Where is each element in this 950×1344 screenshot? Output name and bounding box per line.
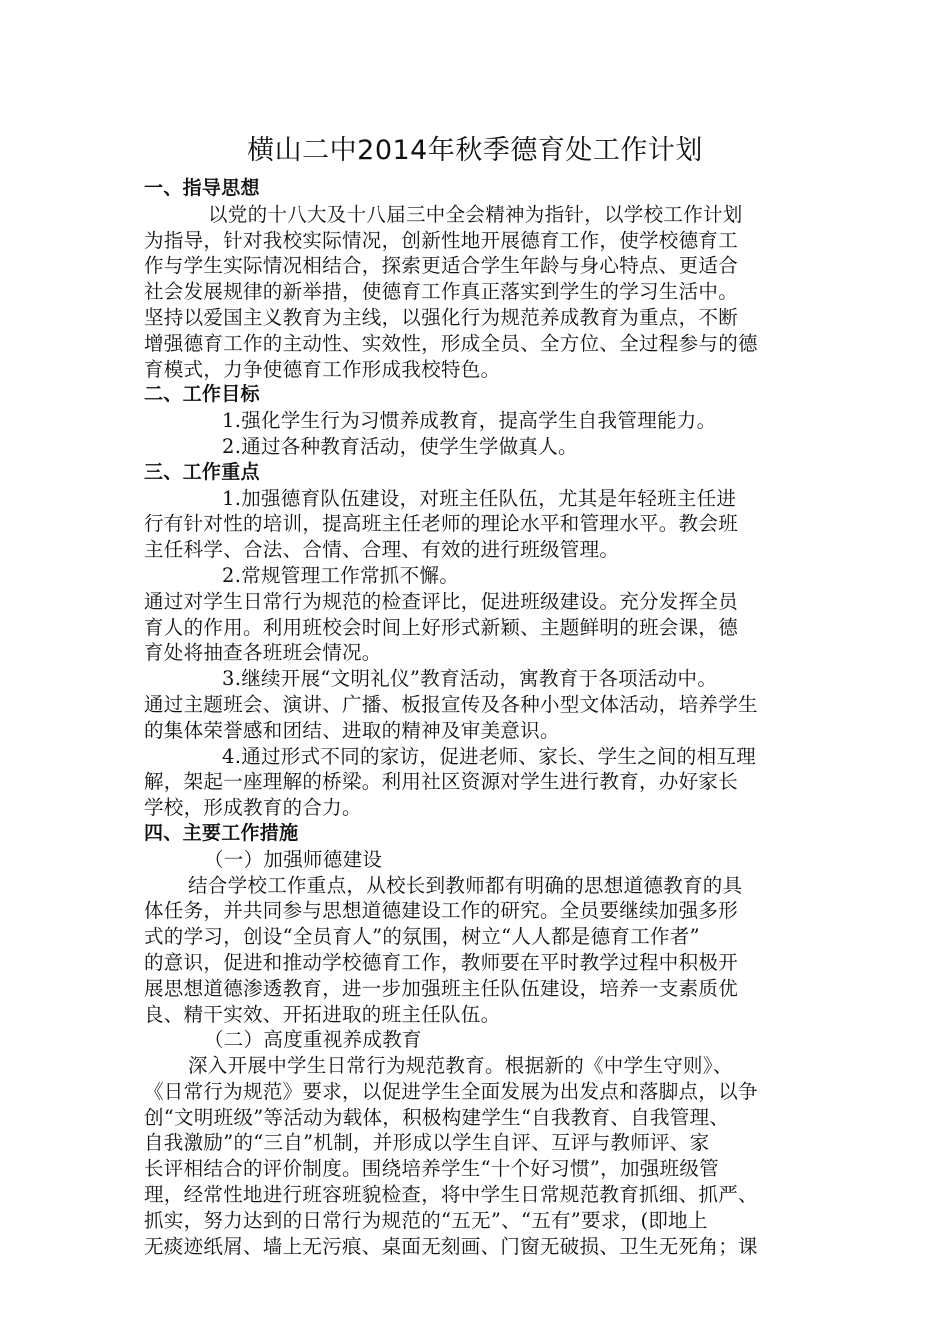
text-line: 体任务，并共同参与思想道德建设工作的研究。全员要继续加强多形 — [144, 899, 739, 923]
text-line: 通过主题班会、演讲、广播、板报宣传及各种小型文体活动，培养学生 — [144, 692, 758, 716]
text-line: 学校，形成教育的合力。 — [144, 796, 362, 820]
text-line: 展思想道德渗透教育，进一步加强班主任队伍建设，培养一支素质优 — [144, 976, 739, 1000]
text-line: （二）高度重视养成教育 — [204, 1028, 422, 1052]
text-line: 抓实，努力达到的日常行为规范的“五无”、“五有”要求，(即地上 — [144, 1208, 708, 1232]
text-line: 1.强化学生行为习惯养成教育，提高学生自我管理能力。 — [222, 409, 717, 433]
text-line: 社会发展规律的新举措，使德育工作真正落实到学生的学习生活中。 — [144, 280, 739, 304]
section-heading: 二、工作目标 — [144, 383, 260, 406]
text-line: 3.继续开展“文明礼仪”教育活动，寓教育于各项活动中。 — [222, 667, 718, 691]
text-line: 主任科学、合法、合情、合理、有效的进行班级管理。 — [144, 538, 620, 562]
text-line: 增强德育工作的主动性、实效性，形成全员、全方位、全过程参与的德 — [144, 331, 758, 355]
text-line: 长评相结合的评价制度。围绕培养学生“十个好习惯”，加强班级管 — [144, 1157, 719, 1181]
text-line: 理，经常性地进行班容班貌检查，将中学生日常规范教育抓细、抓严、 — [144, 1183, 758, 1207]
text-line: 解，架起一座理解的桥梁。利用社区资源对学生进行教育，办好家长 — [144, 770, 739, 794]
text-line: 深入开展中学生日常行为规范教育。根据新的《中学生守则》、 — [188, 1054, 733, 1078]
text-line: （一）加强师德建设 — [204, 847, 383, 871]
text-line: 以党的十八大及十八届三中全会精神为指针，以学校工作计划 — [208, 202, 743, 226]
text-line: 无痰迹纸屑、墙上无污痕、桌面无刻画、门窗无破损、卫生无死角；课 — [144, 1234, 758, 1258]
text-line: 良、精干实效、开拓进取的班主任队伍。 — [144, 1002, 501, 1026]
text-line: 1.加强德育队伍建设，对班主任队伍，尤其是年轻班主任进 — [222, 486, 737, 510]
text-line: 的集体荣誉感和团结、进取的精神及审美意识。 — [144, 718, 560, 742]
section-heading: 一、指导思想 — [144, 177, 260, 199]
document-title: 横山二中2014年秋季德育处工作计划 — [247, 135, 703, 166]
text-line: 2.通过各种教育活动，使学生学做真人。 — [222, 434, 578, 458]
text-line: 坚持以爱国主义教育为主线，以强化行为规范养成教育为重点，不断 — [144, 305, 739, 329]
section-heading: 四、主要工作措施 — [144, 821, 299, 844]
text-line: 式的学习，创设“全员育人”的氛围，树立“人人都是德育工作者” — [144, 925, 700, 949]
text-line: 2.常规管理工作常抓不懈。 — [222, 563, 460, 587]
text-line: 育处将抽查各班班会情况。 — [144, 641, 382, 665]
text-line: 作与学生实际情况相结合，探索更适合学生年龄与身心特点、更适合 — [144, 254, 739, 278]
text-line: 育模式，力争使德育工作形成我校特色。 — [144, 357, 501, 381]
text-line: 为指导，针对我校实际情况，创新性地开展德育工作，使学校德育工 — [144, 228, 739, 252]
text-line: 行有针对性的培训，提高班主任老师的理论水平和管理水平。教会班 — [144, 512, 739, 536]
text-line: 育人的作用。利用班校会时间上好形式新颖、主题鲜明的班会课，德 — [144, 615, 739, 639]
text-line: 结合学校工作重点，从校长到教师都有明确的思想道德教育的具 — [188, 873, 743, 897]
text-line: 《日常行为规范》要求，以促进学生全面发展为出发点和落脚点，以争 — [144, 1079, 758, 1103]
text-line: 创“文明班级”等活动为载体，积极构建学生“自我教育、自我管理、 — [144, 1105, 730, 1129]
text-line: 通过对学生日常行为规范的检查评比，促进班级建设。充分发挥全员 — [144, 589, 739, 613]
section-heading: 三、工作重点 — [144, 460, 260, 483]
text-line: 4.通过形式不同的家访，促进老师、家长、学生之间的相互理 — [222, 744, 757, 768]
document-body — [144, 176, 808, 1259]
text-line: 的意识，促进和推动学校德育工作，教师要在平时教学过程中积极开 — [144, 950, 739, 974]
text-line: 自我激励”的“三自”机制，并形成以学生自评、互评与教师评、家 — [144, 1131, 710, 1155]
